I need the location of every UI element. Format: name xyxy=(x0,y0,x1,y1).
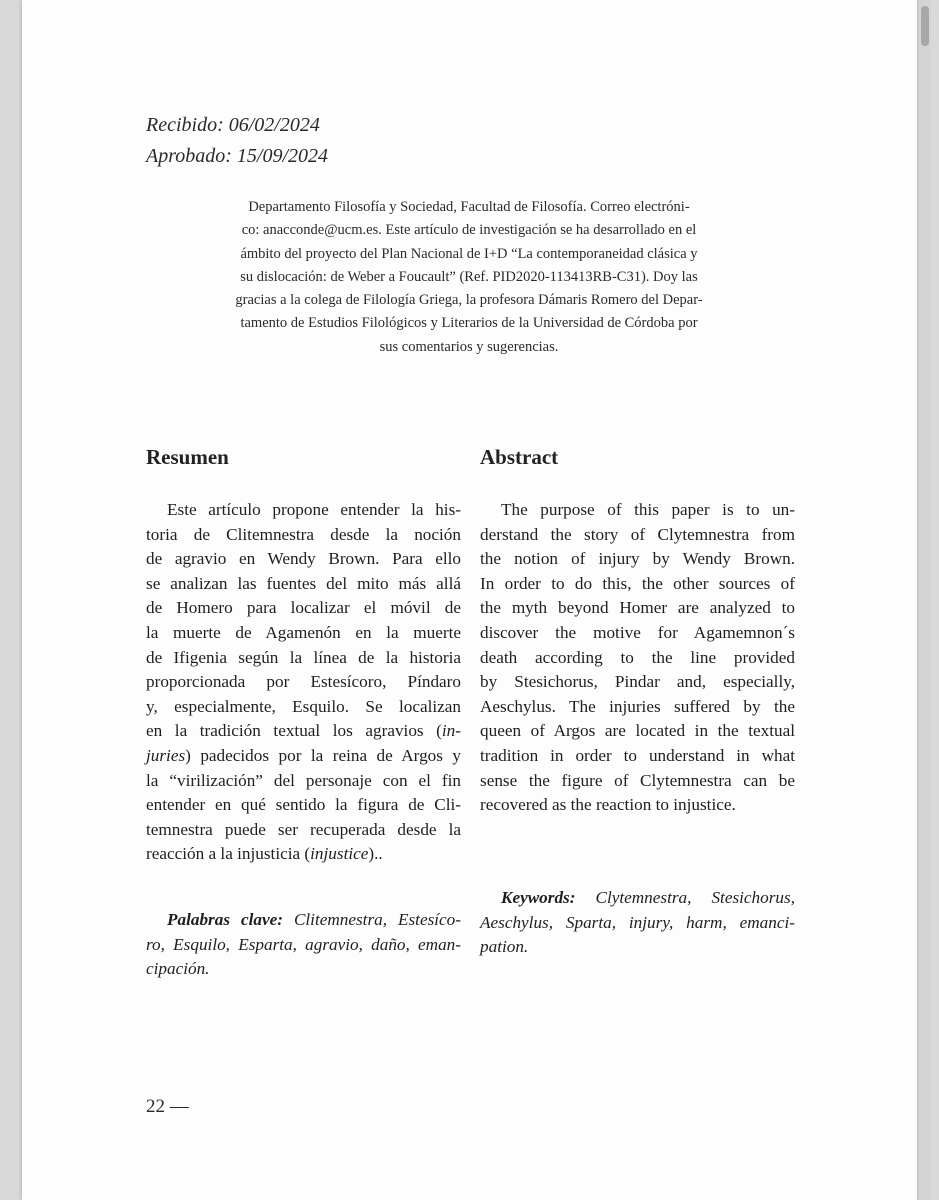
abstract-column xyxy=(480,442,796,957)
keywords-line xyxy=(480,886,795,911)
abstract-line: tradition in order to understand in what xyxy=(480,745,795,765)
abstract-line: In order to do this, the other sources of xyxy=(480,573,795,593)
resumen-line: se analizan las fuentes del mito más allá xyxy=(146,573,461,593)
resumen-line: de Ifigenia según la línea de la historia xyxy=(146,647,461,667)
abstract-line: discover the motive for Agamemnon´s xyxy=(480,622,795,642)
resumen-line: de Homero para localizar el móvil de xyxy=(146,598,461,618)
abstract-line: recovered as the reaction to injustice. xyxy=(480,795,736,815)
resumen-line-text: en la tradición textual los agravios ( xyxy=(146,721,442,741)
resumen-body xyxy=(146,498,461,867)
resumen-line xyxy=(146,744,461,769)
resumen-line: de agravio en Wendy Brown. Para ello xyxy=(146,549,461,569)
page-number: 22 — xyxy=(146,1096,189,1117)
resumen-column xyxy=(146,442,461,979)
abstract-line: by Stesichorus, Pindar and, especially, xyxy=(480,672,795,692)
footnote-line: gracias a la colega de Filología Griega, la profesora Dámaris Romero del Depar- xyxy=(235,292,703,309)
resumen-line xyxy=(146,842,461,867)
keywords-line: ro, Esquilo, Esparta, agravio, daño, eman- xyxy=(146,934,461,954)
author-footnote xyxy=(222,196,716,359)
resumen-keywords xyxy=(146,908,461,982)
footnote-line: tamento de Estudios Filológicos y Literarios de la Universidad de Córdoba por xyxy=(240,315,698,332)
abstract-line: queen of Argos are located in the textual xyxy=(480,721,795,741)
keywords-line xyxy=(146,908,461,933)
resumen-line: toria de Clitemnestra desde la noción xyxy=(146,524,461,544)
approved-date: Aprobado: 15/09/2024 xyxy=(146,145,329,167)
resumen-line: temnestra puede ser recuperada desde la xyxy=(146,819,461,839)
footnote-line: ámbito del proyecto del Plan Nacional de I+D “La contemporaneidad clásica y xyxy=(240,245,698,262)
abstract-line: Aeschylus. The injuries suffered by the xyxy=(480,696,795,716)
keywords-text: Clytemnestra, Stesichorus, xyxy=(595,888,796,907)
abstract-keywords xyxy=(480,886,795,960)
submission-dates xyxy=(146,110,328,172)
resumen-line xyxy=(146,719,461,744)
document-page xyxy=(22,0,917,1200)
resumen-line: proporcionada por Estesícoro, Píndaro xyxy=(146,672,461,692)
footnote-line: Departamento Filosofía y Sociedad, Facultad de Filosofía. Correo electróni- xyxy=(248,199,690,215)
resumen-line: Este artículo propone entender la his- xyxy=(167,500,461,519)
resumen-italic-term: injustice xyxy=(310,844,369,864)
abstract-line: sense the figure of Clytemnestra can be xyxy=(480,770,795,790)
resumen-line: y, especialmente, Esquilo. Se localizan xyxy=(146,696,461,716)
resumen-line-text: ).. xyxy=(368,844,383,864)
keywords-label: Keywords: xyxy=(501,888,576,907)
resumen-line-text: ) padecidos por la reina de Argos y xyxy=(185,745,461,765)
scrollbar-thumb[interactable] xyxy=(921,6,929,46)
footnote-line: co: anacconde@ucm.es. Este artículo de investigación se ha desarrollado en el xyxy=(241,222,697,239)
keywords-text: Clitemnestra, Estesíco- xyxy=(293,910,461,929)
resumen-italic-term: in- xyxy=(441,721,461,741)
abstract-heading: Abstract xyxy=(480,445,559,469)
vertical-scrollbar[interactable] xyxy=(919,0,931,1200)
resumen-line-text: reacción a la injusticia ( xyxy=(146,844,311,864)
resumen-line: la “virilización” del personaje con el fin xyxy=(146,770,461,790)
abstract-line: the notion of injury by Wendy Brown. xyxy=(480,549,795,569)
footnote-line: sus comentarios y sugerencias. xyxy=(379,338,559,355)
keywords-label: Palabras clave: xyxy=(167,910,283,929)
abstract-body xyxy=(480,498,795,818)
resumen-line: la muerte de Agamenón en la muerte xyxy=(146,622,461,642)
keywords-line: cipación. xyxy=(146,959,210,979)
abstract-line: derstand the story of Clytemnestra from xyxy=(480,524,795,544)
keywords-line: Aeschylus, Sparta, injury, harm, emanci- xyxy=(480,912,795,932)
resumen-italic-term: juries xyxy=(146,745,186,765)
abstract-line: death according to the line provided xyxy=(480,647,795,667)
resumen-heading: Resumen xyxy=(146,445,229,469)
resumen-line: entender en qué sentido la figura de Cli- xyxy=(146,795,461,815)
keywords-line: pation. xyxy=(480,937,529,957)
abstract-line: the myth beyond Homer are analyzed to xyxy=(480,598,795,618)
footnote-line: su dislocación: de Weber a Foucault” (Ref. PID2020-113413RB-C31). Doy las xyxy=(240,268,698,285)
abstract-line: The purpose of this paper is to un- xyxy=(501,500,795,519)
received-date: Recibido: 06/02/2024 xyxy=(146,114,320,136)
